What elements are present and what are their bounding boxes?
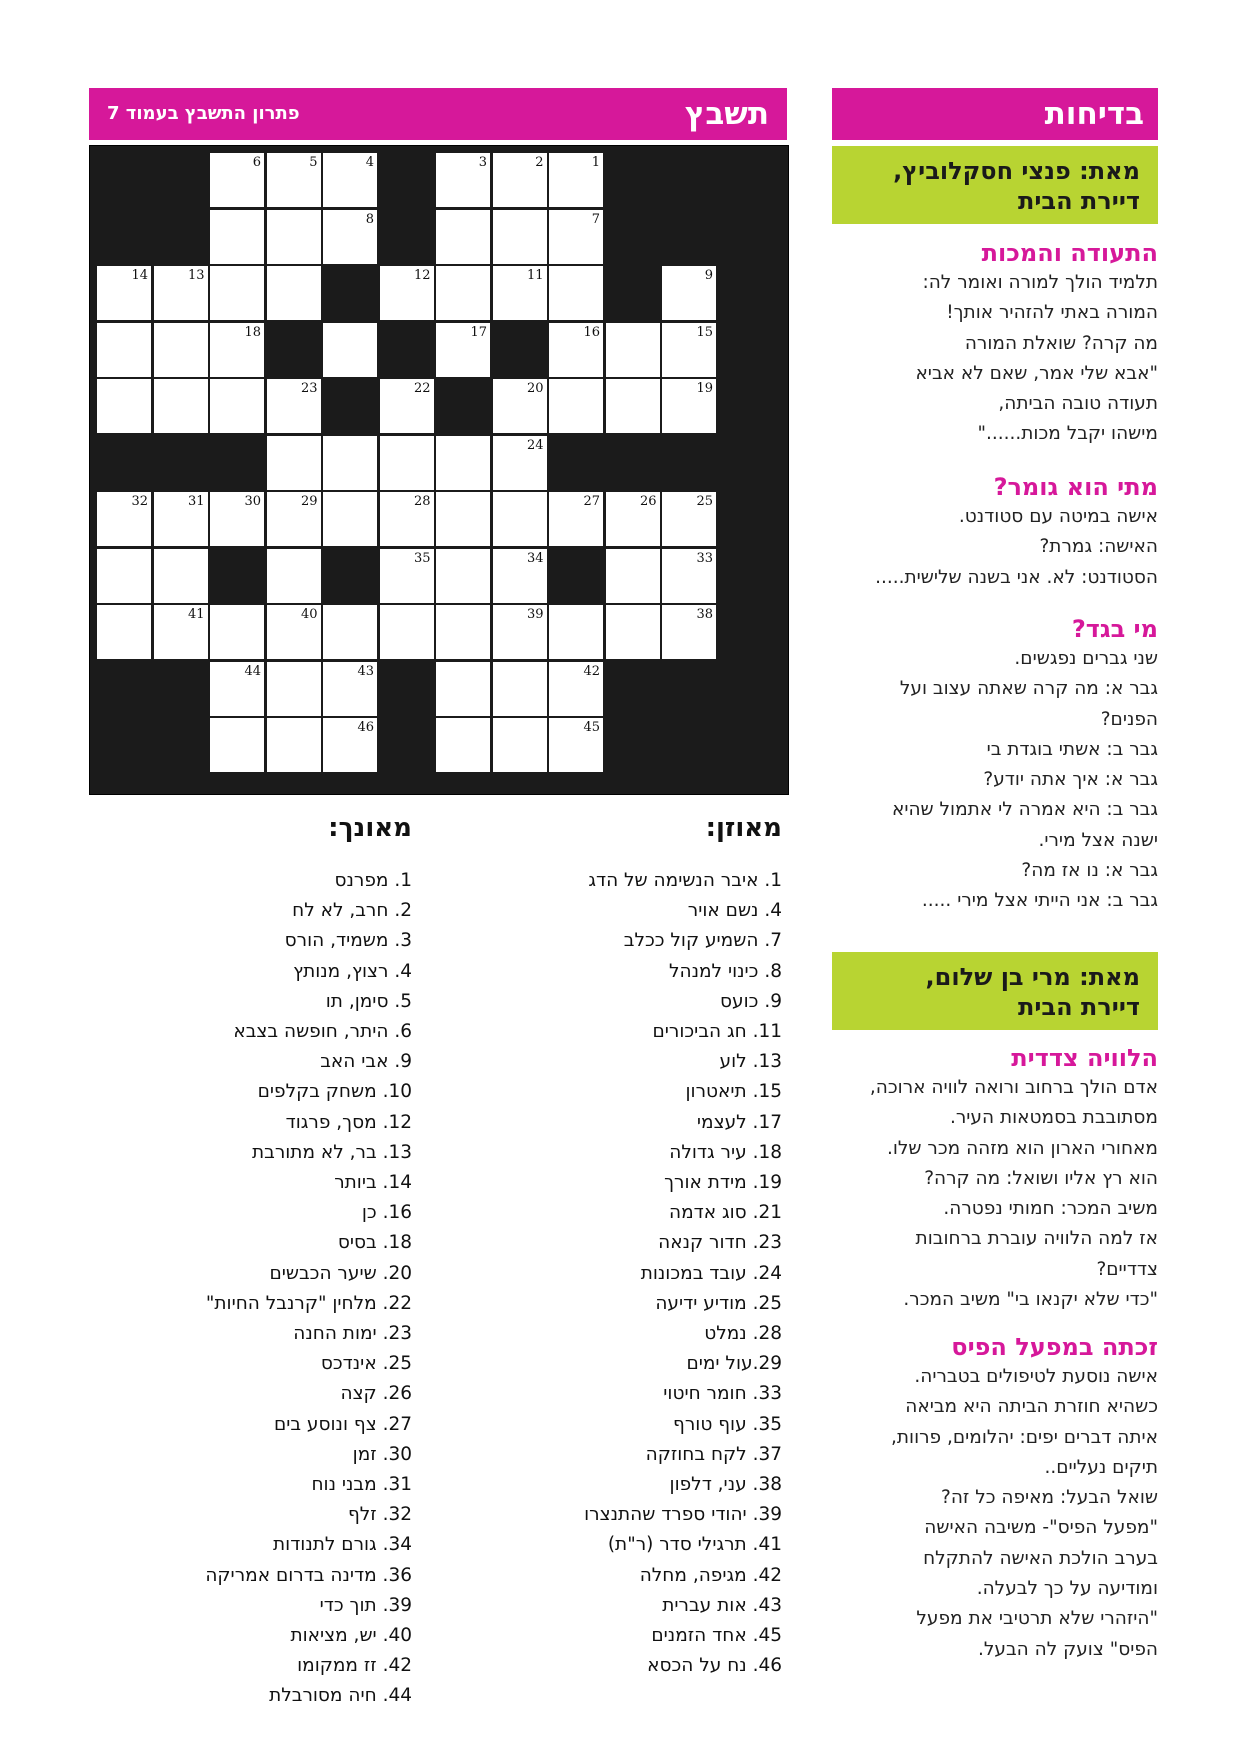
clue-item: 3. משמיד, הורס [284, 930, 412, 952]
joke-title: מתי הוא גומר? [993, 473, 1158, 501]
grid-cell[interactable] [436, 549, 490, 603]
grid-cell[interactable] [323, 605, 377, 659]
grid-cell[interactable] [606, 549, 660, 603]
grid-cell[interactable] [436, 153, 490, 207]
grid-cell[interactable] [606, 379, 660, 433]
sender-box-1 [832, 146, 1158, 224]
grid-cell[interactable] [493, 210, 547, 264]
clue-item: 4. נשם אויר [687, 900, 782, 922]
grid-cell[interactable] [154, 323, 208, 377]
across-list [560, 866, 782, 1681]
clue-item: 23. חדור קנאה [658, 1232, 782, 1254]
clue-number: 45 [583, 720, 600, 735]
grid-cell[interactable] [97, 266, 151, 320]
clue-item: 26. קצה [340, 1383, 412, 1405]
joke-4 [832, 1043, 1158, 1315]
grid-cell[interactable] [154, 549, 208, 603]
clue-item: 34. גורם לתנודות [273, 1534, 412, 1556]
grid-cell[interactable] [380, 266, 434, 320]
crossword-grid [89, 145, 789, 795]
joke-text: תלמיד הולך למורה ואומר לה: המורה באתי להזהיר אותך! מה קרה? שואלת המורה "אבא שלי אמר, שאם לא אביא תעודה טובה הביתה, מישהו יקבל מכות......" [915, 272, 1158, 445]
clue-item: 35. עוף טורף [673, 1413, 782, 1435]
clue-item: 25. מודיע ידיעה [655, 1292, 782, 1314]
clue-item: 1. מפרנס [334, 870, 412, 891]
joke-title: הלוויה צדדית [1011, 1044, 1158, 1072]
grid-cell[interactable] [549, 605, 603, 659]
grid-cell[interactable] [323, 436, 377, 490]
clue-item: 25. אינדכס [320, 1353, 412, 1375]
grid-cell[interactable] [210, 662, 264, 716]
grid-cell[interactable] [267, 210, 321, 264]
grid-cell[interactable] [549, 718, 603, 772]
clue-item: 30. זמן [352, 1443, 412, 1465]
clue-number: 35 [413, 550, 431, 566]
grid-cell[interactable] [267, 436, 321, 490]
grid-cell[interactable] [267, 153, 321, 207]
grid-cell[interactable] [97, 605, 151, 659]
clue-number: 40 [300, 607, 318, 622]
grid-cell[interactable] [606, 605, 660, 659]
grid-cell[interactable] [436, 210, 490, 264]
clue-item: 17. לעצמי [696, 1111, 782, 1133]
clue-number: 33 [696, 550, 713, 566]
grid-cell[interactable] [493, 718, 547, 772]
down-heading: מאונך: [328, 813, 412, 843]
grid-cell[interactable] [210, 266, 264, 320]
joke-1 [832, 238, 1158, 450]
grid-cell[interactable] [436, 323, 490, 377]
grid-cell[interactable] [380, 492, 434, 546]
grid-cell[interactable] [267, 549, 321, 603]
grid-cell[interactable] [154, 605, 208, 659]
clue-number: 13 [187, 268, 205, 283]
joke-text: אישה במיטה עם סטודנט. האישה: גמרת? הסטודנט: לא. אני בשנה שלישית..... [875, 506, 1158, 588]
clue-item: 41. תרגילי סדר (ר"ת) [607, 1534, 782, 1556]
grid-cell[interactable] [97, 323, 151, 377]
grid-cell[interactable] [380, 549, 434, 603]
grid-cell[interactable] [210, 323, 264, 377]
clue-number: 3 [478, 155, 487, 170]
clue-item: 13. בר, לא מתורבת [251, 1141, 412, 1163]
clue-number: 26 [639, 494, 657, 509]
grid-cell[interactable] [323, 718, 377, 772]
sender-role: דיירת הבית [1017, 187, 1140, 215]
grid-cell[interactable] [380, 436, 434, 490]
grid-cell[interactable] [436, 662, 490, 716]
clue-item: 36. מדינה בדרום אמריקה [205, 1564, 412, 1586]
grid-cell[interactable] [267, 605, 321, 659]
grid-cell[interactable] [662, 266, 716, 320]
clue-item: 38. עני, דלפון [669, 1474, 782, 1496]
grid-cell[interactable] [323, 323, 377, 377]
clue-item: 31. מבני נוח [311, 1474, 412, 1496]
clue-number: 34 [526, 550, 544, 566]
joke-text: אדם הולך ברחוב ורואה לוויה ארוכה, מסתובבת בסמטאות העיר. מאחורי הארון הוא מזהה מכר שלו. הוא רץ אליו ושואל: מה קרה? משיב המכר: חמותי נפטרה. אז למה הלוויה עוברת ברחובות צדדיים? "כדי שלא יקנאו בי" משיב המכר. [869, 1077, 1158, 1311]
grid-cell[interactable] [436, 492, 490, 546]
clue-item: 27. צף ונוסע בים [273, 1413, 412, 1435]
clue-number: 8 [365, 211, 374, 227]
clue-item: 2. חרב, לא לח [292, 900, 412, 922]
clue-number: 46 [357, 720, 374, 735]
grid-cell[interactable] [267, 266, 321, 320]
grid-cell[interactable] [549, 323, 603, 377]
clue-item: 8. כינוי למנהל [668, 960, 782, 982]
clue-item: 16. כן [361, 1202, 412, 1224]
grid-cell[interactable] [154, 266, 208, 320]
clue-number: 20 [526, 381, 544, 396]
grid-cell[interactable] [323, 153, 377, 207]
grid-cell[interactable] [549, 153, 603, 207]
clue-item: 45. אחד הזמנים [651, 1625, 782, 1647]
grid-cell[interactable] [323, 492, 377, 546]
grid-cell[interactable] [267, 662, 321, 716]
grid-cell[interactable] [549, 266, 603, 320]
grid-cell[interactable] [323, 662, 377, 716]
clue-item: 15. תיאטרון [685, 1081, 782, 1103]
grid-cell[interactable] [154, 379, 208, 433]
clue-number: 38 [696, 607, 713, 622]
grid-cell[interactable] [97, 379, 151, 433]
clue-number: 25 [696, 494, 713, 509]
joke-2 [832, 472, 1158, 593]
clue-item: 44. חיה מסורבלת [269, 1685, 412, 1707]
clue-number: 41 [187, 607, 205, 622]
grid-cell[interactable] [210, 492, 264, 546]
sender-name: מאת: פנצי חסקלוביץ, [893, 157, 1140, 185]
clue-item: 6. היתר, חופשה בצבא [233, 1021, 412, 1043]
sender-role: דיירת הבית [1017, 993, 1140, 1021]
jokes-section-title: בדיחות [832, 88, 1158, 140]
clue-number: 5 [309, 155, 318, 170]
clue-item: 4. רצוץ, מנותץ [293, 960, 412, 982]
clue-item: 5. סימן, תו [325, 990, 412, 1012]
clue-item: 1. איבר הנשימה של הדג [588, 870, 782, 891]
grid-cell[interactable] [436, 436, 490, 490]
crossword-header [89, 88, 787, 140]
clue-number: 18 [244, 324, 261, 340]
grid-cell[interactable] [210, 210, 264, 264]
grid-cell[interactable] [493, 605, 547, 659]
grid-cell[interactable] [606, 492, 660, 546]
grid-cell[interactable] [493, 436, 547, 490]
clue-item: 7. השמיע קול ככלב [623, 930, 782, 952]
joke-5 [832, 1332, 1158, 1665]
clue-item: 43. אות עברית [662, 1594, 782, 1616]
grid-cell[interactable] [210, 379, 264, 433]
clue-number: 9 [704, 268, 713, 283]
clue-number: 6 [252, 155, 261, 170]
grid-cell[interactable] [493, 379, 547, 433]
clue-item: 42. מגיפה, מחלה [639, 1564, 782, 1586]
grid-cell[interactable] [662, 605, 716, 659]
clue-item: 32. זלף [347, 1504, 412, 1526]
clue-number: 44 [244, 663, 261, 679]
grid-cell[interactable] [606, 323, 660, 377]
sender-name: מאת: מרי בן שלום, [925, 963, 1140, 991]
clue-number: 14 [131, 268, 148, 283]
clue-item: 20. שיער הכבשים [269, 1262, 412, 1284]
joke-text: אישה נוסעת לטיפולים בטבריה. כשהיא חוזרת הביתה היא מביאה איתה דברים יפים: יהלומים, פרוות, תיקים נעליים.. שואל הבעל: מאיפה כל זה? "מפעל הפיס"- משיבה האישה בערב הולכת האישה להתקלח ומודיעה על כך לבעלה. "היזהרי שלא תרטיבי את מפעל הפיס" צועק לה הבעל. [890, 1366, 1158, 1660]
clue-number: 22 [413, 381, 431, 396]
grid-cell[interactable] [493, 492, 547, 546]
clue-item: 19. מידת אורך [664, 1172, 782, 1194]
grid-cell[interactable] [662, 323, 716, 377]
grid-cell[interactable] [210, 605, 264, 659]
clue-item: 40. יש, מציאות [290, 1625, 412, 1647]
clue-number: 2 [535, 155, 544, 170]
grid-cell[interactable] [154, 492, 208, 546]
joke-title: זכתה במפעל הפיס [951, 1333, 1158, 1361]
clue-item: 28. נמלט [704, 1323, 782, 1345]
grid-cell[interactable] [549, 379, 603, 433]
clue-number: 7 [591, 211, 600, 227]
clue-item: 42. זז ממקומו [297, 1655, 412, 1677]
clue-number: 17 [470, 324, 487, 340]
grid-cell[interactable] [267, 718, 321, 772]
joke-3 [832, 614, 1158, 917]
across-clues [560, 810, 782, 1681]
grid-cell[interactable] [662, 492, 716, 546]
grid-cell[interactable] [267, 492, 321, 546]
clue-item: 33. חומר חיטוי [663, 1383, 782, 1405]
clue-number: 43 [357, 663, 374, 679]
clue-number: 15 [696, 324, 713, 340]
grid-cell[interactable] [549, 662, 603, 716]
solution-note: פתרון התשבץ בעמוד 7 [107, 103, 300, 124]
grid-cell[interactable] [493, 549, 547, 603]
clue-number: 29 [300, 494, 318, 509]
clue-number: 39 [526, 607, 544, 622]
clue-item: 9. כועס [720, 990, 782, 1012]
clue-item: 23. ימות החנה [293, 1323, 412, 1345]
clue-item: 21. סוג אדמה [669, 1202, 782, 1224]
clue-number: 1 [591, 155, 600, 170]
clue-item: 12. מסך, פרגוד [285, 1111, 412, 1133]
grid-cell[interactable] [436, 605, 490, 659]
grid-cell[interactable] [436, 266, 490, 320]
clue-item: 11. חג הביכורים [652, 1021, 782, 1043]
grid-cell[interactable] [436, 718, 490, 772]
grid-cell[interactable] [323, 210, 377, 264]
clue-item: 18. בסיס [337, 1232, 412, 1254]
joke-title: מי בגד? [1071, 615, 1158, 643]
clue-item: 46. נח על הכסא [647, 1655, 782, 1677]
crossword-title: תשבץ [684, 96, 769, 132]
grid-cell[interactable] [493, 662, 547, 716]
grid-cell[interactable] [662, 549, 716, 603]
grid-cell[interactable] [662, 379, 716, 433]
clue-number: 16 [583, 324, 600, 340]
grid-cell[interactable] [210, 718, 264, 772]
clue-number: 27 [583, 494, 600, 509]
clue-item: 9. אבי האב [320, 1051, 412, 1073]
clue-item: 39. יהודי ספרד שהתנצרו [584, 1504, 782, 1526]
clue-number: 32 [131, 494, 148, 509]
clue-item: 18. עיר גדולה [669, 1141, 782, 1163]
clue-item: 14. ביותר [334, 1172, 412, 1194]
grid-cell[interactable] [210, 153, 264, 207]
grid-cell[interactable] [493, 153, 547, 207]
grid-cell[interactable] [97, 492, 151, 546]
joke-text: שני גברים נפגשים. גבר א: מה קרה שאתה עצוב ועל הפנים? גבר ב: אשתי בוגדת בי גבר א: איך אתה יודע? גבר ב: היא אמרה לי אתמול שהיא ישנה אצל מירי. גבר א: נו אז מה? גבר ב: אני הייתי אצל מירי ..... [891, 648, 1158, 912]
grid-cell[interactable] [380, 379, 434, 433]
sender-box-2 [832, 952, 1158, 1030]
clue-item: 29.עול ימים [686, 1353, 782, 1375]
clue-number: 12 [413, 268, 431, 283]
clue-number: 19 [696, 381, 713, 396]
clue-number: 30 [244, 494, 261, 509]
down-clues [180, 810, 412, 1712]
across-heading: מאוזן: [705, 813, 782, 843]
grid-cell[interactable] [549, 210, 603, 264]
clue-number: 4 [365, 155, 374, 170]
clue-number: 23 [300, 381, 318, 396]
clue-item: 10. משחק בקלפים [257, 1081, 412, 1103]
grid-cell[interactable] [493, 266, 547, 320]
clue-number: 11 [526, 268, 544, 283]
clue-number: 42 [583, 663, 600, 679]
clue-number: 31 [187, 494, 205, 509]
joke-title: התעודה והמכות [981, 239, 1158, 267]
clue-item: 22. מלחין "קרנבל החיות" [205, 1292, 412, 1314]
grid-cell[interactable] [380, 605, 434, 659]
grid-cell[interactable] [549, 492, 603, 546]
clue-item: 24. עובד במכונות [640, 1262, 782, 1284]
clue-item: 39. תוך כדי [319, 1594, 412, 1616]
clue-item: 37. לקח בחוזקה [645, 1443, 782, 1465]
clue-number: 24 [526, 437, 544, 453]
clue-item: 13. לוע [719, 1051, 782, 1073]
grid-cell[interactable] [267, 379, 321, 433]
grid-cell[interactable] [97, 549, 151, 603]
down-list [180, 866, 412, 1712]
clue-number: 28 [413, 494, 431, 509]
